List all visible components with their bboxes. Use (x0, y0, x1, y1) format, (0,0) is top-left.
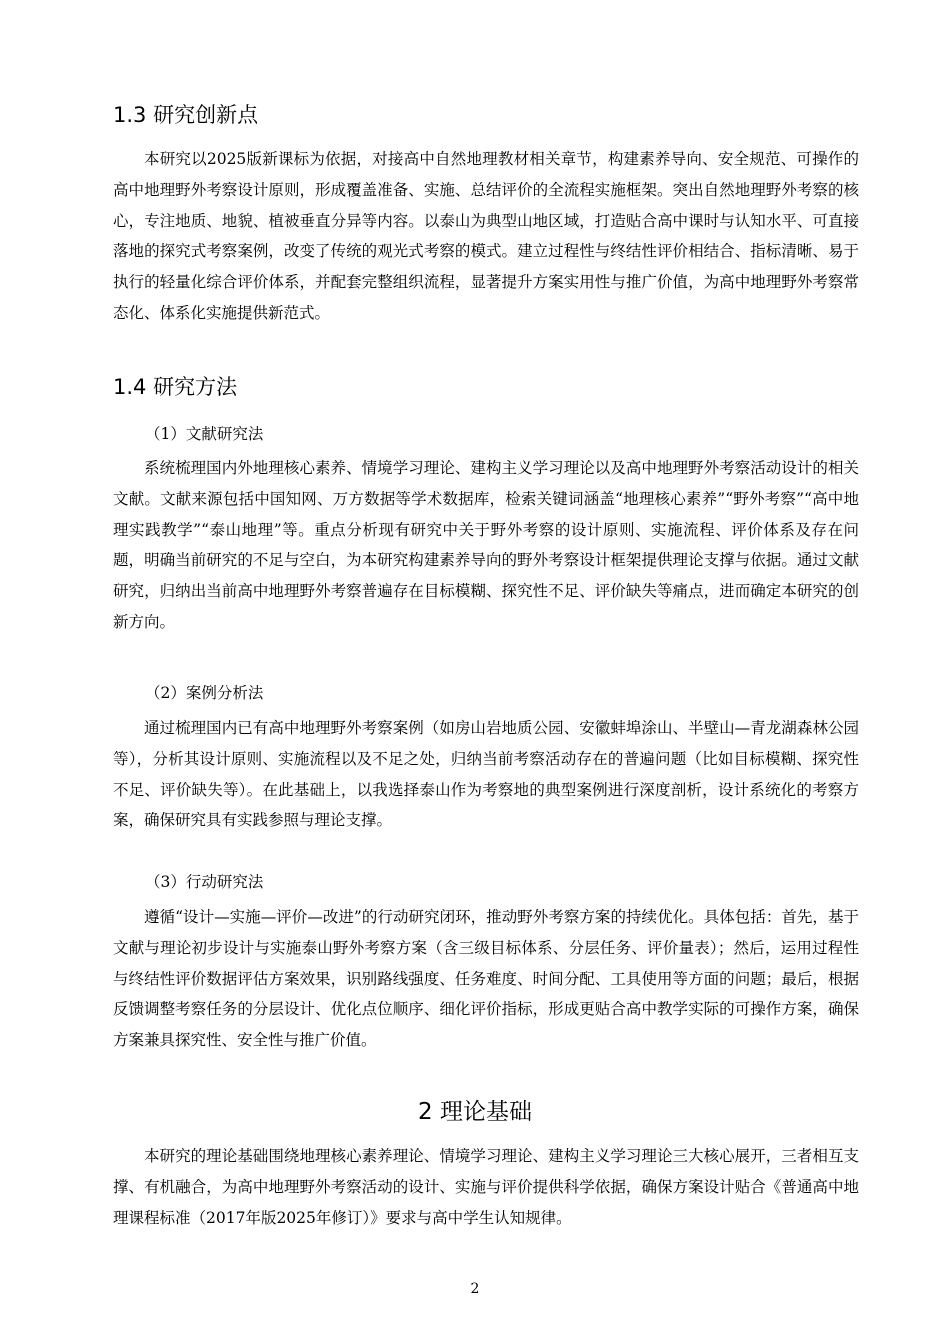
method-3-label: （3）行动研究法 (145, 873, 264, 891)
method-2-label: （2）案例分析法 (145, 684, 264, 702)
method-1-label: （1）文献研究法 (145, 425, 264, 443)
paragraph-action-method: 遵循“设计—实施—评价—改进”的行动研究闭环，推动野外考察方案的持续优化。具体包括：首先，基于文献与理论初步设计与实施泰山野外考察方案（含三级目标体系、分层任务、评价量表）；然后，运用过程性与终结性评价数据评估方案效果，识别路线强度、任务难度、时间分配、工具使用等方面的问题；最后，根据反馈调整考察任务的分层设计、优化点位顺序、细化评价指标，形成更贴合高中教学实际的可操作方案，确保方案兼具探究性、安全性与推广价值。 (113, 908, 859, 1050)
section-heading-1-4: 1.4 研究方法 (113, 375, 238, 399)
page-number: 2 (470, 1281, 480, 1297)
paragraph-theory: 本研究的理论基础围绕地理核心素养理论、情境学习理论、建构主义学习理论三大核心展开，三者相互支撑、有机融合，为高中地理野外考察活动的设计、实施与评价提供科学依据，确保方案设计贴合《普通高中地理课程标准（2017年版2025年修订）》要求与高中学生认知规律。 (113, 1147, 859, 1227)
paragraph-literature-method: 系统梳理国内外地理核心素养、情境学习理论、建构主义学习理论以及高中地理野外考察活动设计的相关文献。文献来源包括中国知网、万方数据等学术数据库，检索关键词涵盖“地理核心素养”“野外考察”“高中地理实践教学”“泰山地理”等。重点分析现有研究中关于野外考察的设计原则、实施流程、评价体系及存在问题，明确当前研究的不足与空白，为本研究构建素养导向的野外考察设计框架提供理论支撑与依据。通过文献研究，归纳出当前高中地理野外考察普遍存在目标模糊、探究性不足、评价缺失等痛点，进而确定本研究的创新方向。 (113, 459, 859, 631)
paragraph-case-method: 通过梳理国内已有高中地理野外考察案例（如房山岩地质公园、安徽蚌埠涂山、半壁山—青龙湖森林公园等），分析其设计原则、实施流程以及不足之处，归纳当前考察活动存在的普遍问题（比如目标模糊、探究性不足、评价缺失等）。在此基础上，以我选择泰山作为考察地的典型案例进行深度剖析，设计系统化的考察方案，确保研究具有实践参照与理论支撑。 (113, 719, 859, 830)
section-heading-1-3: 1.3 研究创新点 (113, 103, 259, 127)
paragraph-innovation: 本研究以2025版新课标为依据，对接高中自然地理教材相关章节，构建素养导向、安全规范、可操作的高中地理野外考察设计原则，形成覆盖准备、实施、总结评价的全流程实施框架。突出自然地理野外考察的核心，专注地质、地貌、植被垂直分异等内容。以泰山为典型山地区域，打造贴合高中课时与认知水平、可直接落地的探究式考察案例，改变了传统的观光式考察的模式。建立过程性与终结性评价相结合、指标清晰、易于执行的轻量化综合评价体系，并配套完整组织流程，显著提升方案实用性与推广价值，为高中地理野外考察常态化、体系化实施提供新范式。 (113, 150, 859, 322)
chapter-heading-2: 2 理论基础 (418, 1099, 532, 1125)
